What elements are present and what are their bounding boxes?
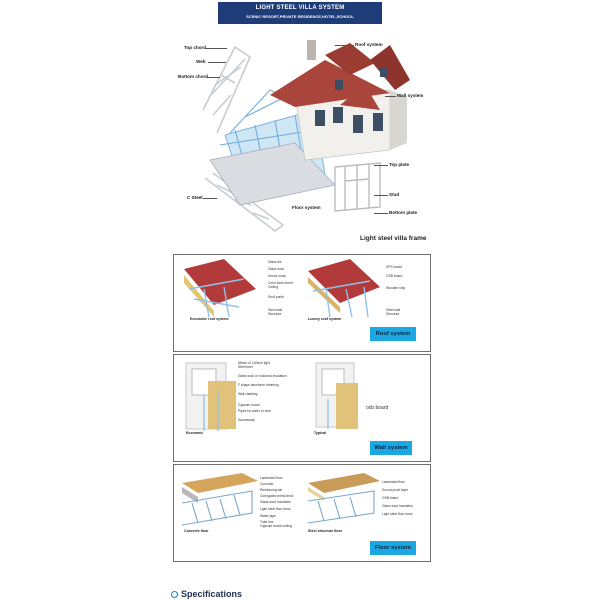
economic-wall-image <box>184 361 238 433</box>
specifications-heading <box>171 589 242 599</box>
roof-luxury-note: Wooden strip <box>386 286 406 290</box>
wall-economic-note: Wall cladding <box>238 392 258 396</box>
wall-typical-note: osb board <box>366 405 389 411</box>
leader-line <box>374 195 388 196</box>
roof-economic-note: Glass wool <box>268 267 285 271</box>
label-roof-system: Roof system <box>355 42 383 47</box>
floor-steel-note: Glass wool insulation <box>382 504 413 508</box>
wall-economic-note: Gypsum board <box>238 403 260 407</box>
header-subtitle: SCENIC RESORT,PRIVATE RESIDENCE,HOTEL,SCHOOL <box>246 14 354 19</box>
circle-bullet-icon <box>171 591 178 598</box>
concrete-floor-caption: Concrete floor <box>184 529 209 533</box>
label-bottom-chord: Bottom chord <box>178 74 209 79</box>
leader-line <box>385 96 396 97</box>
roof-system-panel <box>173 254 431 352</box>
leader-line <box>374 213 388 214</box>
economic-wall-caption: Economic <box>186 431 204 435</box>
wall-panel-illustration <box>335 163 380 211</box>
label-stud: Stud <box>389 192 400 197</box>
roof-economic-note: Color steel sheet Ceiling <box>268 281 293 289</box>
leader-line <box>208 62 226 63</box>
leader-line <box>374 165 388 166</box>
floor-concrete-note: Laminated floor <box>260 476 283 480</box>
typical-wall-caption: Typical <box>314 431 327 435</box>
luxury-roof-caption: Luxury roof system <box>308 317 342 321</box>
floor-concrete-note: Light steel floor truss <box>260 507 291 511</box>
floor-concrete-note: Reinforcing bar <box>260 488 283 492</box>
header-banner <box>218 2 382 24</box>
wall-system-panel <box>173 354 431 462</box>
wall-economic-note: Housewrap <box>238 418 255 422</box>
floor-steel-note: Light steel floor truss <box>382 512 413 516</box>
wall-economic-note: Glass wool or rockwool insulation <box>238 374 287 378</box>
floor-steel-note: Sound-proof layer <box>382 488 409 492</box>
floor-concrete-note: Glass wool insulation <box>260 500 291 504</box>
floor-concrete-note: Corrugated metal deck <box>260 494 294 498</box>
label-bottom-plate: Bottom plate <box>389 210 418 215</box>
floor-concrete-note: Concrete <box>260 482 274 486</box>
roof-luxury-note: XPS board <box>386 265 402 269</box>
label-top-plate: Top plate <box>389 162 410 167</box>
steel-structure-floor-caption: Steel structure floor <box>308 529 343 533</box>
roof-economic-note: Steel wall Structure <box>268 308 283 316</box>
truss-illustration <box>203 47 250 133</box>
header-title: LIGHT STEEL VILLA SYSTEM <box>255 5 345 11</box>
wall-economic-note: Pipes for water or wire <box>238 409 271 413</box>
economic-roof-caption: Economic roof system <box>190 317 229 321</box>
specifications-label: Specifications <box>181 589 243 599</box>
floor-steel-note: OSB board <box>382 496 399 500</box>
typical-wall-image <box>314 361 360 431</box>
leader-line <box>203 198 217 199</box>
floor-concrete-note: Water pipe <box>260 514 276 518</box>
leader-line <box>206 77 220 78</box>
label-c-steel: C Steel <box>187 195 203 200</box>
floor-concrete-note: Tube line <box>260 520 274 524</box>
leader-line <box>205 48 227 49</box>
roof-economic-note: Roof purlin <box>268 295 284 299</box>
label-floor-system: Floor system <box>292 205 321 210</box>
leader-line <box>335 45 354 46</box>
label-wall-system: Wall system <box>397 93 424 98</box>
wall-economic-note: 89mm or 140mm light Steel keel <box>238 361 270 369</box>
floor-system-tag: Floor system <box>370 541 416 555</box>
roof-economic-note: House wrap <box>268 274 286 278</box>
roof-economic-note: Glass tile <box>268 260 282 264</box>
wall-economic-note: F shape aluminum trimming <box>238 383 279 387</box>
roof-system-tag: Roof system <box>370 327 416 341</box>
steel-structure-floor-image <box>308 473 380 529</box>
floor-steel-note: Laminated floor <box>382 480 405 484</box>
wall-system-tag: Wall system <box>370 441 412 455</box>
concrete-floor-image <box>182 473 258 529</box>
roof-luxury-note: OSB board <box>386 274 403 278</box>
roof-luxury-note: Steel wall Structure <box>386 308 401 316</box>
frame-caption: Light steel villa frame <box>360 235 427 242</box>
label-web: Web <box>196 59 206 64</box>
floor-system-panel <box>173 464 431 562</box>
label-top-chord: Top chord <box>184 45 207 50</box>
luxury-roof-image <box>308 259 380 317</box>
economic-roof-image <box>184 259 256 317</box>
floor-concrete-note: Gypsum board ceiling <box>260 524 292 528</box>
